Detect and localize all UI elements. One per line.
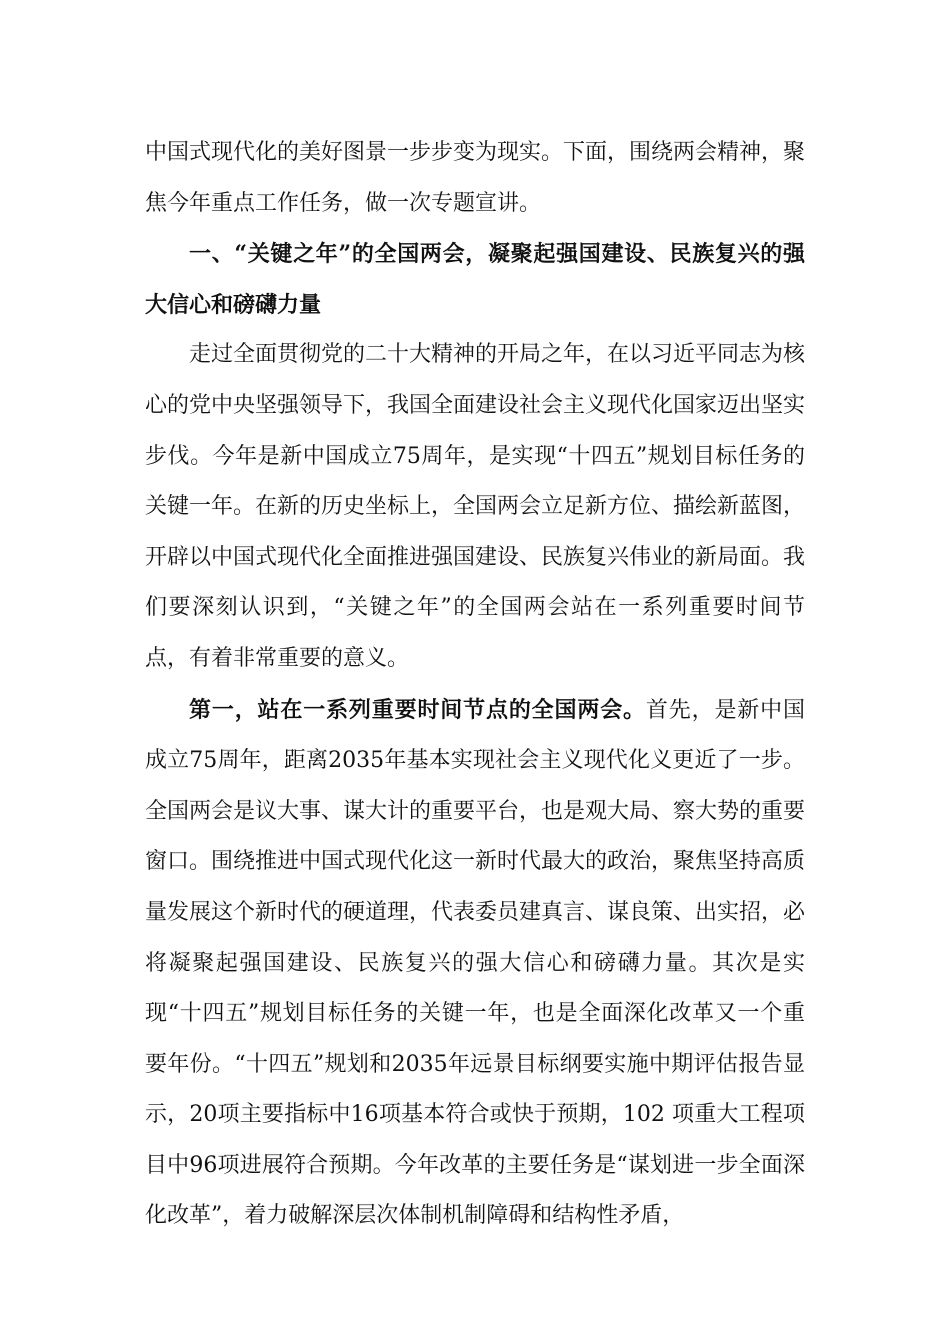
section-heading-1: 一、“关键之年”的全国两会，凝聚起强国建设、民族复兴的强大信心和磅礴力量 bbox=[145, 241, 805, 318]
paragraph-body-text: 首先，是新中国成立75周年，距离2035年基本实现社会主义现代化义更近了一步。全国两会是议大事、谋大计的重要平台，也是观大局、察大势的重要窗口。围绕推进中国式现代化这一新时代最大的政治，聚焦坚持高质量发展这个新时代的硬道理，代表委员建真言、谋良策、出实招，必将凝聚起强国建设、民族复兴的强大信心和磅礴力量。其次是实现“十四五”规划目标任务的关键一年，也是全面深化改革又一个重要年份。“十四五”规划和2035年远景目标纲要实施中期评估报告显示，20项主要指标中16项基本符合或快于预期，102 项重大工程项目中96项进展符合预期。今年改革的主要任务是“谋划进一步全面深化改革”，着力破解深层次体制机制障碍和结构性矛盾， bbox=[145, 697, 806, 1229]
paragraph-first-point bbox=[145, 685, 805, 1243]
paragraph-key-year: 走过全面贯彻党的二十大精神的开局之年，在以习近平同志为核心的党中央坚强领导下，我国全面建设社会主义现代化国家迈出坚实步伐。今年是新中国成立75周年，是实现“十四五”规划目标任务的关键一年。在新的历史坐标上，全国两会立足新方位、描绘新蓝图，开辟以中国式现代化全面推进强国建设、民族复兴伟业的新局面。我们要深刻认识到，“关键之年”的全国两会站在一系列重要时间节点，有着非常重要的意义。 bbox=[145, 342, 806, 671]
paragraph-lead-text: 第一，站在一系列重要时间节点的全国两会。 bbox=[189, 696, 646, 723]
document-body bbox=[145, 128, 805, 1242]
paragraph-intro: 中国式现代化的美好图景一步步变为现实。下面，围绕两会精神，聚焦今年重点工作任务，做一次专题宣讲。 bbox=[145, 140, 806, 216]
